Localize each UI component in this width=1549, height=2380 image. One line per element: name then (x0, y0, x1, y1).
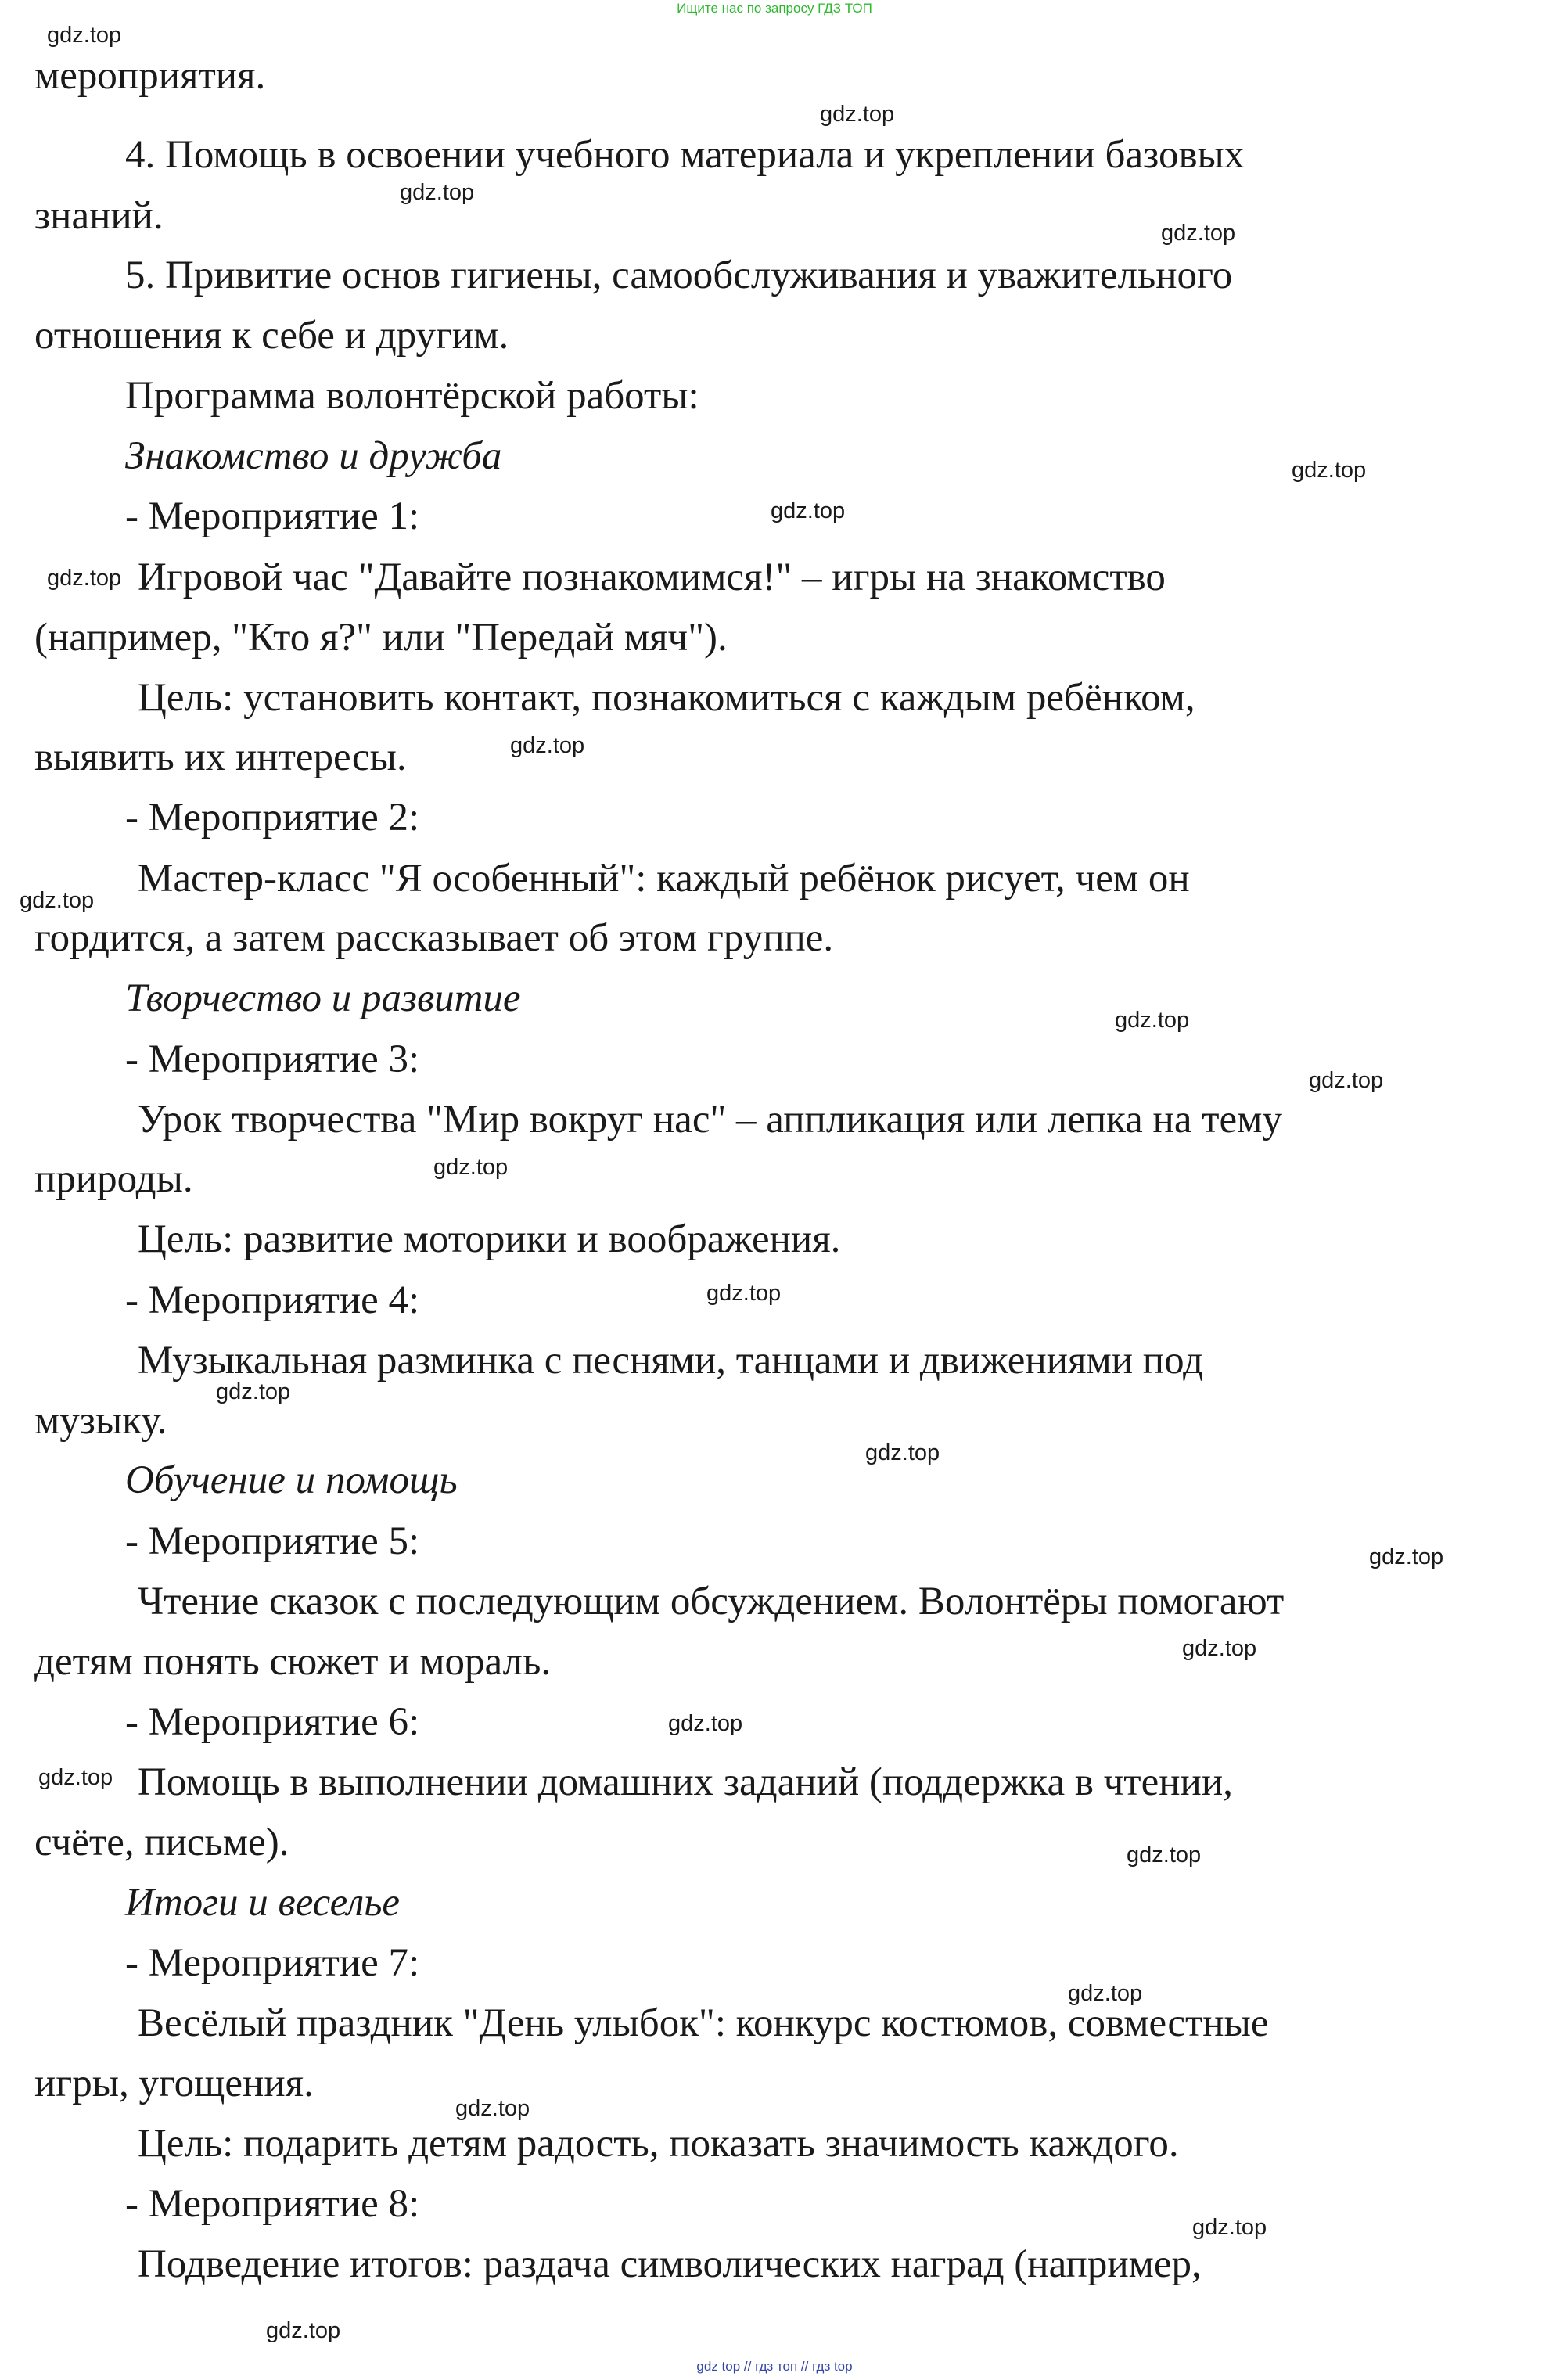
text-line: - Мероприятие 5: (125, 1519, 420, 1563)
watermark: gdz.top (216, 1379, 291, 1404)
text-line: Весёлый праздник "День улыбок": конкурс костюмов, совместные (138, 2001, 1269, 2045)
watermark: gdz.top (20, 888, 95, 913)
text-line: знаний. (34, 194, 164, 238)
text-line: природы. (34, 1157, 193, 1201)
text-line: Цель: установить контакт, познакомиться с каждым ребёнком, (138, 676, 1195, 720)
watermark: gdz.top (1182, 1636, 1257, 1661)
watermark: gdz.top (47, 23, 122, 48)
watermark: gdz.top (1115, 1008, 1190, 1033)
text-line: Помощь в выполнении домашних заданий (поддержка в чтении, (138, 1760, 1233, 1804)
watermark: gdz.top (706, 1281, 782, 1306)
text-line: гордится, а затем рассказывает об этом группе. (34, 916, 834, 960)
watermark: gdz.top (1127, 1843, 1202, 1868)
section-heading: Творчество и развитие (125, 976, 521, 1020)
text-line: - Мероприятие 6: (125, 1700, 420, 1744)
top-banner[interactable]: Ищите нас по запросу ГДЗ ТОП (677, 1, 872, 16)
text-line: - Мероприятие 8: (125, 2182, 420, 2226)
text-line: - Мероприятие 1: (125, 494, 420, 538)
watermark: gdz.top (820, 102, 895, 127)
text-line: Мастер-класс "Я особенный": каждый ребёнок рисует, чем он (138, 857, 1190, 901)
section-heading: Знакомство и дружба (125, 434, 502, 478)
watermark: gdz.top (433, 1155, 509, 1180)
bottom-banner[interactable]: gdz top // гдз топ // гдз top (696, 2359, 853, 2374)
watermark: gdz.top (1161, 221, 1236, 246)
text-line: Цель: развитие моторики и воображения. (138, 1217, 841, 1261)
watermark: gdz.top (668, 1711, 743, 1736)
watermark: gdz.top (510, 733, 585, 758)
text-line: - Мероприятие 3: (125, 1037, 420, 1081)
watermark: gdz.top (455, 2096, 530, 2121)
section-heading: Обучение и помощь (125, 1458, 458, 1502)
text-line: музыку. (34, 1399, 167, 1443)
text-line: детям понять сюжет и мораль. (34, 1640, 552, 1684)
text-line: мероприятия. (34, 54, 266, 98)
watermark: gdz.top (38, 1765, 113, 1790)
text-line: Цель: подарить детям радость, показать значимость каждого. (138, 2122, 1179, 2166)
watermark: gdz.top (47, 566, 122, 591)
watermark: gdz.top (865, 1440, 940, 1465)
text-line: - Мероприятие 4: (125, 1278, 420, 1322)
watermark: gdz.top (1369, 1544, 1444, 1569)
text-line: выявить их интересы. (34, 735, 407, 779)
watermark: gdz.top (1068, 1981, 1143, 2006)
watermark: gdz.top (266, 2318, 341, 2343)
watermark: gdz.top (400, 180, 475, 205)
text-line: - Мероприятие 7: (125, 1941, 420, 1985)
text-line: Чтение сказок с последующим обсуждением. Волонтёры помогают (138, 1580, 1285, 1623)
watermark: gdz.top (771, 498, 846, 523)
text-line: Подведение итогов: раздача символических наград (например, (138, 2242, 1202, 2286)
watermark: gdz.top (1192, 2215, 1267, 2240)
watermark: gdz.top (1292, 458, 1367, 483)
watermark: gdz.top (1309, 1068, 1384, 1093)
section-heading: Итоги и веселье (125, 1881, 401, 1925)
text-line: игры, угощения. (34, 2062, 314, 2105)
text-line: Программа волонтёрской работы: (125, 374, 699, 418)
text-line: - Мероприятие 2: (125, 796, 420, 839)
text-line: счёте, письме). (34, 1821, 289, 1864)
text-line: (например, "Кто я?" или "Передай мяч"). (34, 616, 728, 660)
text-line: Урок творчества "Мир вокруг нас" – аппликация или лепка на тему (138, 1098, 1282, 1141)
text-line: 4. Помощь в освоении учебного материала и укреплении базовых (125, 133, 1245, 177)
text-line: отношения к себе и другим. (34, 314, 509, 358)
text-line: 5. Привитие основ гигиены, самообслуживания и уважительного (125, 253, 1233, 297)
text-line: Игровой час "Давайте познакомимся!" – игры на знакомство (138, 555, 1166, 599)
text-line: Музыкальная разминка с песнями, танцами и движениями под (138, 1339, 1204, 1382)
